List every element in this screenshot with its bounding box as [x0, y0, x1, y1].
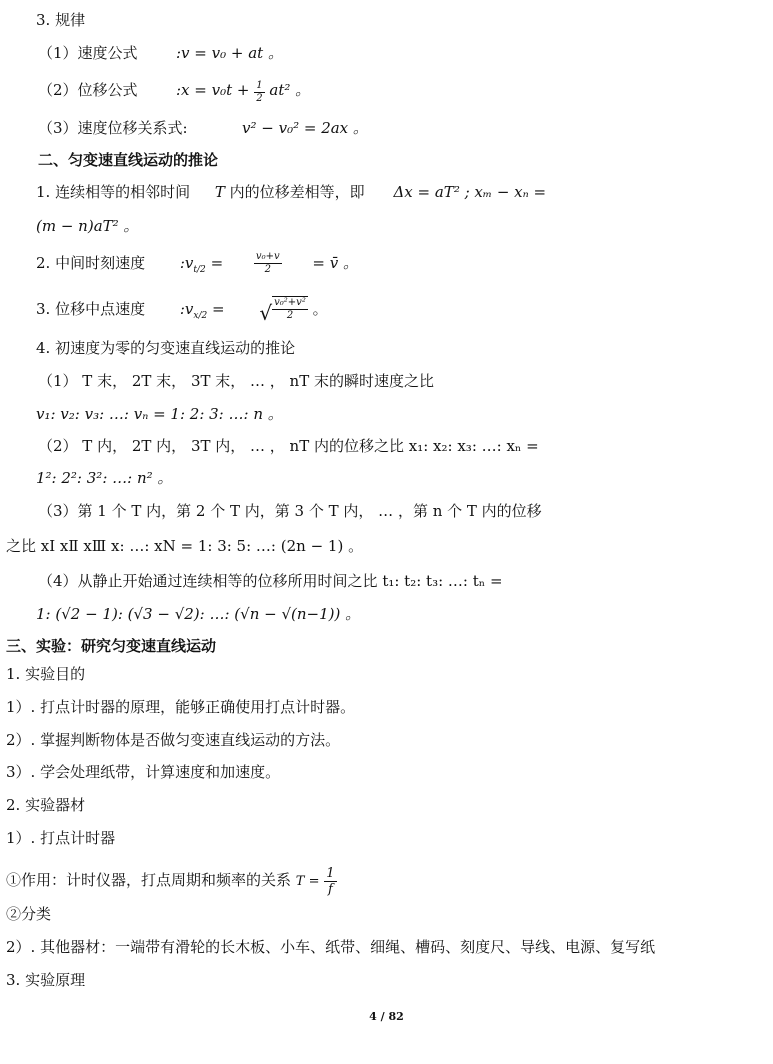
inference-1-line-1: 1. 连续相等的相邻时间 T 内的位移差相等，即 Δx = aT² ; xₘ − xₙ =	[36, 183, 547, 201]
mid-displacement-velocity: 3. 位移中点速度 $:v_{x/2}$ = √ $\frac{\text{v₀²+v²}}{2}$ 。	[36, 297, 328, 325]
experiment-principle: 3. 实验原理	[6, 971, 86, 989]
section-heading-2: 二、匀变速直线运动的推论	[38, 151, 219, 169]
inference-4-title: 4. 初速度为零的匀变速直线运动的推论	[36, 339, 296, 357]
sqrt-icon: √	[259, 301, 273, 325]
timer-classification: ②分类	[6, 905, 52, 923]
inference-4-1-line-2: v₁: v₂: v₃: …: vₙ = 1: 2: 3: …: n 。	[36, 405, 283, 423]
other-equipment: 2）. 其他器材：一端带有滑轮的长木板、小车、纸带、细绳、槽码、刻度尺、导线、电源、复写纸	[6, 938, 656, 956]
purpose-item-2: 2）. 掌握判断物体是否做匀变速直线运动的方法。	[6, 731, 341, 749]
inference-4-3-line-2: 之比 xⅠ xⅡ xⅢ x: …: xN = 1: 3: 5: …: (2n − 1) 。	[6, 537, 364, 555]
inference-4-2-line-2: 1²: 2²: 3²: …: n² 。	[36, 469, 173, 487]
inference-4-4-line-1: （4）从静止开始通过连续相等的位移所用时间之比 t₁: t₂: t₃: …: tₙ =	[38, 572, 503, 590]
velocity-formula-label: （1）速度公式	[38, 44, 138, 62]
purpose-item-1: 1）. 打点计时器的原理，能够正确使用打点计时器。	[6, 698, 356, 716]
velocity-formula: :v = v₀ + at 。	[176, 44, 283, 62]
inference-4-3-line-1: （3）第 1 个 T 内，第 2 个 T 内，第 3 个 T 内， … ，第 n 个 T 内的位移	[38, 502, 542, 520]
experiment-equipment: 2. 实验器材	[6, 796, 86, 814]
velocity-displacement-label: （3）速度位移关系式:	[38, 119, 188, 137]
inference-4-1-line-1: （1） T 末， 2T 末， 3T 末， … ， nT 末的瞬时速度之比	[38, 372, 434, 390]
displacement-formula-label: （2）位移公式	[38, 81, 138, 99]
mid-time-velocity: 2. 中间时刻速度 $:v_{t/2}$ = $\frac{\text{v₀+v}}{2}$ = v̄ 。	[36, 251, 358, 275]
page-number: 4 / 82	[369, 1010, 404, 1023]
inference-1-line-2: (m − n)aT² 。	[36, 217, 139, 235]
section-title-rules: 3. 规律	[36, 11, 86, 29]
displacement-formula: :x = v₀t + $\frac{1}{2}$ at² 。	[176, 80, 311, 104]
purpose-item-3: 3）. 学会处理纸带，计算速度和加速度。	[6, 763, 281, 781]
velocity-displacement-formula: v² − v₀² = 2ax 。	[242, 119, 368, 137]
timer-function: ①作用：计时仪器，打点周期和频率的关系 T = $\frac{1}{f}$	[6, 866, 335, 897]
inference-4-4-line-2: 1: (√2 − 1): (√3 − √2): …: (√n − √(n−1)) 。	[36, 605, 361, 623]
equipment-item-1: 1）. 打点计时器	[6, 829, 116, 847]
section-heading-3: 三、实验：研究匀变速直线运动	[6, 637, 217, 655]
inference-4-2-line-1: （2） T 内， 2T 内， 3T 内， … ， nT 内的位移之比 x₁: x₂: x₃: …: xₙ =	[38, 437, 539, 455]
experiment-purpose: 1. 实验目的	[6, 665, 86, 683]
